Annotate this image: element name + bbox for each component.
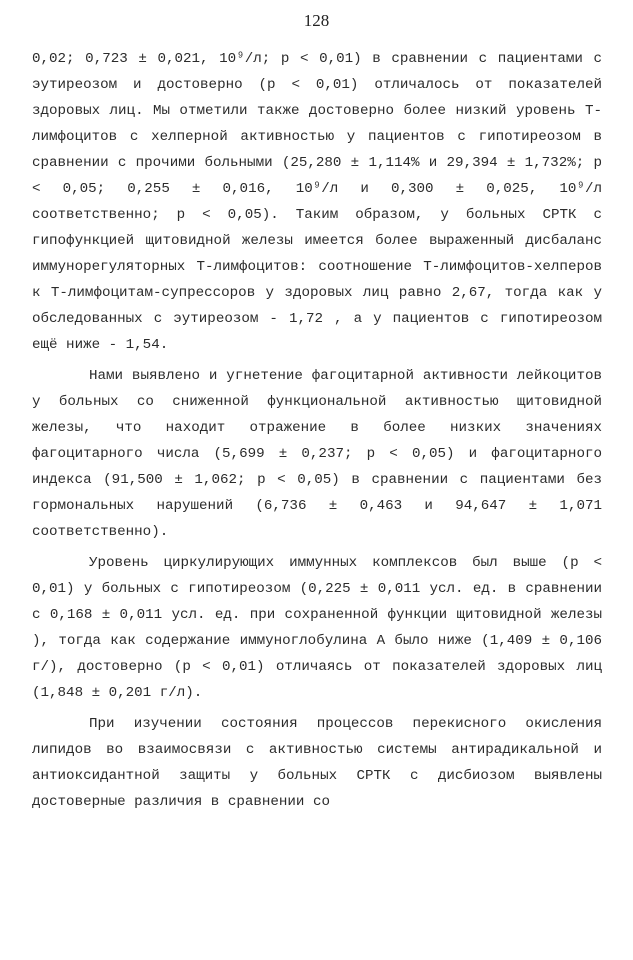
body-text bbox=[32, 46, 602, 820]
paragraph-3: Уровень циркулирующих иммунных комплексов был выше (р < 0,01) у больных с гипотиреозом (0,225 ± 0,011 усл. ед. в сравнении с 0,168 ± 0,011 усл. ед. при сохраненной функции щитовидной железы ), тогда как содержание иммуноглобулина А было ниже (1,409 ± 0,106 г/), достоверно (р < 0,01) отличаясь от показателей здоровых лиц (1,848 ± 0,201 г/л). bbox=[32, 555, 602, 701]
paragraph-2: Нами выявлено и угнетение фагоцитарной активности лейкоцитов у больных со сниженной функциональной активностью щитовидной железы, что находит отражение в более низких значениях фагоцитарного числа (5,699 ± 0,237; р < 0,05) и фагоцитарного индекса (91,500 ± 1,062; р < 0,05) в сравнении с пациентами без гормональных нарушений (6,736 ± 0,463 и 94,647 ± 1,071 соответственно). bbox=[32, 368, 602, 540]
page-number: 128 bbox=[303, 11, 330, 30]
paragraph-1: 0,02; 0,723 ± 0,021, 10⁹/л; р < 0,01) в сравнении с пациентами с эутиреозом и достоверно (р < 0,01) отличалось от показателей здоровых лиц. Мы отметили также достоверно более низкий уровень Т-лимфоцитов с хелперной активностью у пациентов с гипотиреозом в сравнении с прочими больными (25,280 ± 1,114% и 29,394 ± 1,732%; р < 0,05; 0,255 ± 0,016, 10⁹/л и 0,300 ± 0,025, 10⁹/л соответственно; р < 0,05). Таким образом, у больных СРТК с гипофункцией щитовидной железы имеется более выраженный дисбаланс иммунорегуляторных Т-лимфоцитов: соотношение Т-лимфоцитов-хелперов к Т-лимфоцитам-супрессоров у здоровых лиц равно 2,67, тогда как у обследованных с эутиреозом - 1,72 , а у пациентов с гипотиреозом ещё ниже - 1,54. bbox=[32, 51, 602, 353]
paragraph-4: При изучении состояния процессов перекисного окисления липидов во взаимосвязи с активностью системы антирадикальной и антиоксидантной защиты у больных СРТК с дисбиозом выявлены достоверные различия в сравнении со bbox=[32, 716, 602, 810]
